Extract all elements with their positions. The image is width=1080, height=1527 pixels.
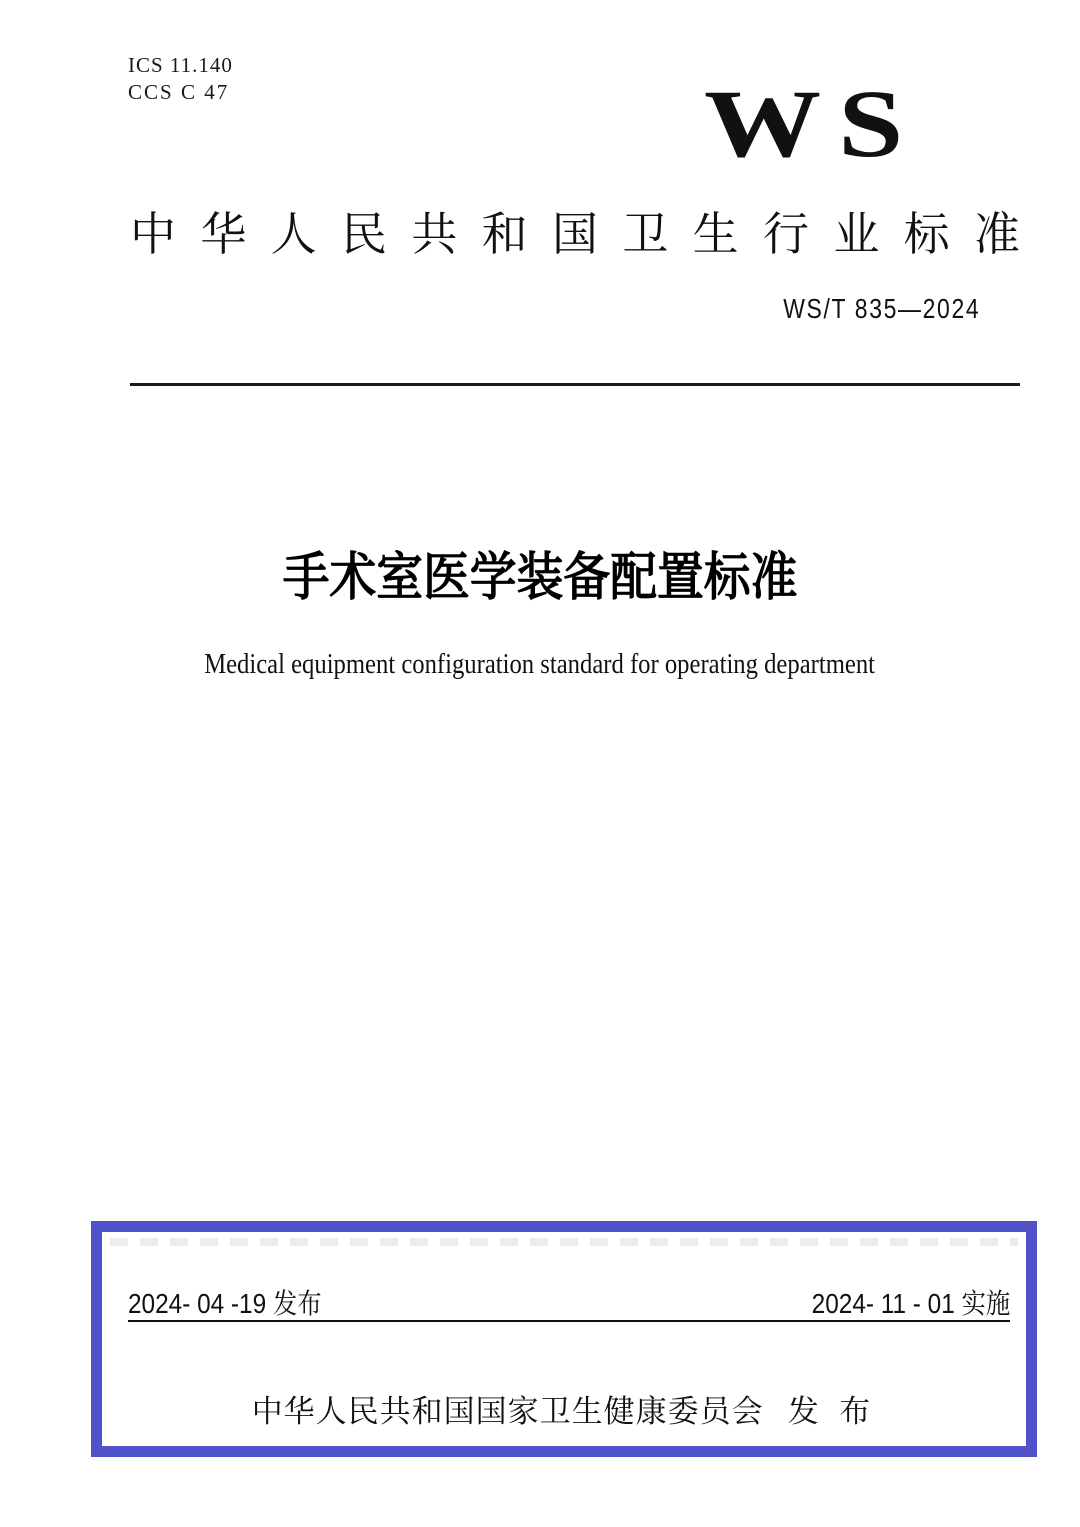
issue-date: 2024- 04 -19 发布 [128,1288,322,1319]
standard-category-title: 中华人民共和国卫生行业标准 [130,208,1020,260]
publish-label: 发 布 [787,1394,877,1429]
implementation-date: 2024- 11 - 01 实施 [811,1288,1010,1319]
document-title-zh: 手术室医学装备配置标准 [282,549,798,607]
ccs-code: CCS C 47 [128,80,230,104]
standard-number: WS/T 835—2024 [782,293,980,324]
issuing-authority: 中华人民共和国国家卫生健康委员会 [251,1394,764,1429]
dates-row [128,1288,1010,1322]
document-title-en: Medical equipment configuration standard for operating department [204,648,876,680]
header-rule [130,383,1020,386]
ws-logo: WS [703,70,920,177]
document-title-en-wrap [0,648,1080,681]
footer-box [91,1221,1037,1457]
document-title-zh-wrap [0,549,1080,607]
ics-code: ICS 11.140 [128,53,233,77]
scan-bleed-artifact [110,1238,1018,1246]
issuer-row [102,1395,1026,1429]
